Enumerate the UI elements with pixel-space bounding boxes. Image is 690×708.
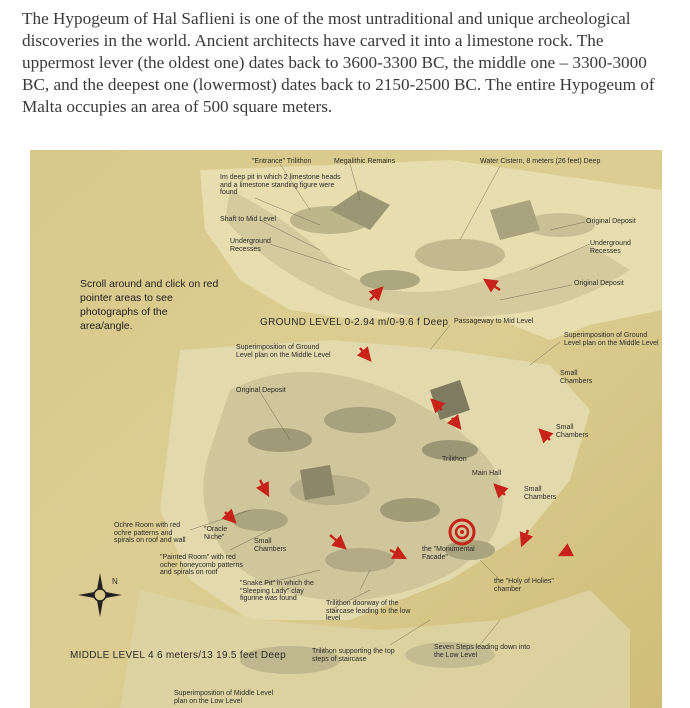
label-middle-level: MIDDLE LEVEL 4 6 meters/13 19.5 feet Deep xyxy=(70,650,286,661)
label-ground-level: GROUND LEVEL 0-2.94 m/0-9.6 f Deep xyxy=(260,317,449,328)
label-underground-recesses-left: Underground Recesses xyxy=(230,238,271,253)
label-superimposition-right: Superimposition of Ground Level plan on the Middle Level xyxy=(564,332,659,347)
label-superimposition-bottom: Superimposition of Middle Level plan on the Low Level xyxy=(174,690,274,705)
label-ochre-room: Ochre Room with red ochre patterns and spirals on roof and wall xyxy=(114,522,186,544)
hypogeum-map[interactable] xyxy=(30,150,662,708)
label-small-chambers-2: Small Chambers xyxy=(556,424,589,439)
scroll-hint: Scroll around and click on red pointer areas to see photographs of the area/angle. xyxy=(80,278,219,332)
label-painted-room: "Painted Room" with red ocher honeycomb patterns and spirals on roof xyxy=(160,554,243,576)
label-seven-steps: Seven Steps leading down into the Low Level xyxy=(434,644,531,659)
label-superimposition-left: Superimposition of Ground Level plan on the Middle Level xyxy=(236,344,331,359)
label-megalithic-remains: Megalithic Remains xyxy=(334,158,396,165)
label-original-deposit-mid: Original Deposit xyxy=(236,387,286,394)
label-shaft-mid: Shaft to Mid Level xyxy=(220,216,277,223)
label-original-deposit-right: Original Deposit xyxy=(574,280,624,287)
label-main-hall: Main Hall xyxy=(472,470,502,477)
intro-paragraph: The Hypogeum of Hal Saflieni is one of the most untraditional and unique archeological discoveries in the world. Ancient architects have carved it into a limestone rock. The uppermost lever (the oldest one) dates back to 3600-3300 BC, the middle one – 3300-3000 BC, and the deepest one (lowermost) dates back to 2150-2500 BC. The entire Hypogeum of Malta occupies an area of 500 square meters. xyxy=(22,9,655,116)
label-deep-pit: Im deep pit in which 2 limestone heads and a limestone standing figure were found xyxy=(220,174,341,196)
label-snake-pit: "Snake Pit" in which the "Sleeping Lady" clay figurine was found xyxy=(240,580,314,602)
label-trilithon-doorway: Trilithon doorway of the staircase leading to the low level xyxy=(326,600,411,622)
label-trilithon-supporting: Trilithon supporting the top steps of staircase xyxy=(312,648,395,663)
label-oracle-niche: "Oracle Niche" xyxy=(204,526,228,541)
label-small-chambers-4: Small Chambers xyxy=(254,538,287,553)
label-north: N xyxy=(112,577,118,586)
label-underground-recesses-right: Underground Recesses xyxy=(590,240,631,255)
label-small-chambers-3: Small Chambers xyxy=(524,486,557,501)
label-water-cistern: Water Cistern, 8 meters (26 feet) Deep xyxy=(480,158,601,165)
label-small-chambers-1: Small Chambers xyxy=(560,370,593,385)
label-monumental-facade: the "Monumental Facade" xyxy=(422,546,475,561)
label-holy-of-holies: the "Holy of Holies" chamber xyxy=(494,578,554,593)
label-passageway: Passageway to Mid Level xyxy=(454,318,534,325)
label-original-deposit-top: Original Deposit xyxy=(586,218,636,225)
label-trilithon: Trilithon xyxy=(442,456,467,463)
label-entrance-trilithon: "Entrance" Trilithon xyxy=(252,158,312,165)
